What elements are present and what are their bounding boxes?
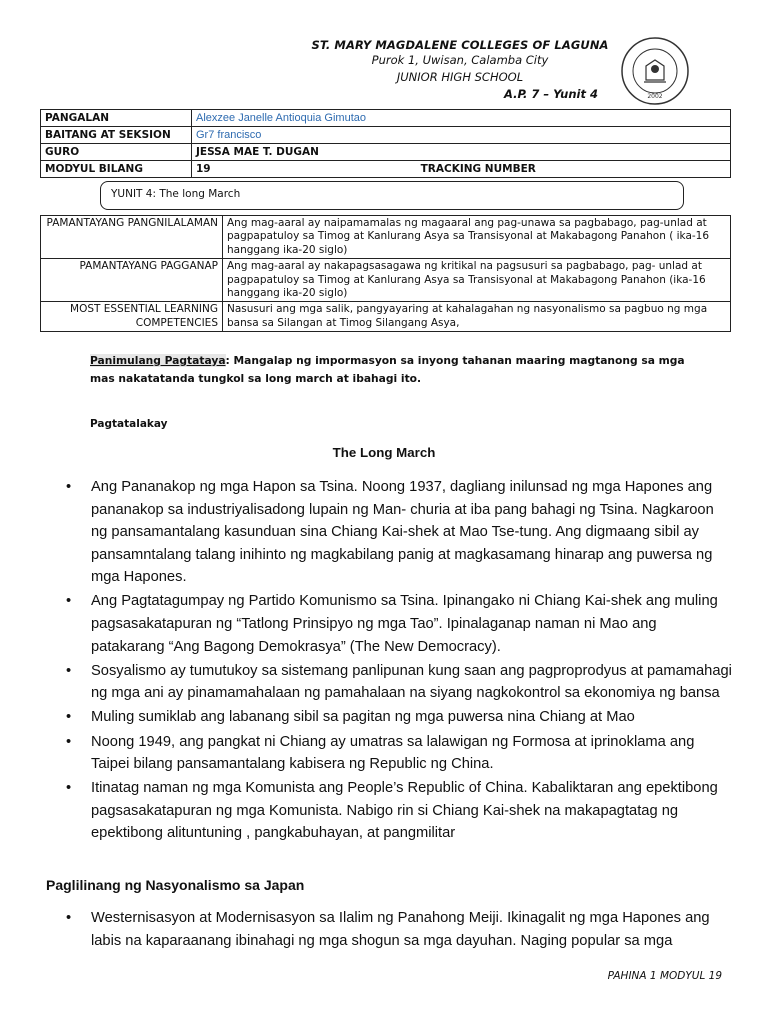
performance-standard-text: Ang mag-aaral ay nakapagsasagawa ng kritikal na pagsusuri sa pagbabago, pag- unlad at pagpapatuloy sa Timog at Kanlurang Asya sa Transisyonal at Makabagong Panahon (ika-16 hanggang ika-20 siglo)	[223, 259, 731, 302]
grade-section-label: BAITANG AT SEKSION	[41, 127, 192, 144]
list-item: • Noong 1949, ang pangkat ni Chiang ay umatras sa lalawigan ng Formosa at iprinoklama ang Taipei bilang pansamantalang kabisera ng Republic ng China.	[44, 731, 734, 776]
performance-standard-label: PAMANTAYANG PAGGANAP	[41, 259, 223, 302]
content-standard-label: PAMANTAYANG PANGNILALAMAN	[41, 216, 223, 259]
module-number: 19	[196, 163, 211, 175]
teacher-value: JESSA MAE T. DUGAN	[192, 144, 731, 161]
initial-assessment-label: Panimulang Pagtataya	[90, 354, 226, 367]
lesson-bullets	[44, 476, 734, 847]
content-standard-text: Ang mag-aaral ay naipamamalas ng magaaral ang pag-unawa sa pagbabago, pag-unlad at pagpapatuloy sa Timog at Kanlurang Asya sa Transisyonal at Makabagong Panahon ( ika-16 hanggang ika-20 siglo)	[223, 216, 731, 259]
grade-section-value[interactable]: Gr7 francisco	[192, 127, 731, 144]
school-address: Purok 1, Uwisan, Calamba City	[371, 53, 549, 67]
japan-bullets	[44, 907, 734, 954]
seal-year: 2002	[647, 93, 663, 100]
student-info-table	[40, 109, 731, 178]
tracking-label: TRACKING NUMBER	[420, 163, 536, 175]
initial-assessment-text: : Mangalap ng impormasyon sa inyong tahanan maaring magtanong sa mga mas nakatatanda tungkol sa long march at ibahagi ito.	[90, 354, 685, 385]
school-level: JUNIOR HIGH SCHOOL	[396, 70, 524, 84]
school-name: ST. MARY MAGDALENE COLLEGES OF LAGUNA	[311, 38, 609, 52]
teacher-label: GURO	[41, 144, 192, 161]
list-item: • Itinatag naman ng mga Komunista ang People’s Republic of China. Kabaliktaran ang epektibong pagsasakatapuran ng mga Komunista. Nabigo rin si Chiang Kai-shek na makapagtatag ng epektibong alituntuning , pangkabuhayan, at pangmilitar	[44, 777, 734, 845]
school-header	[300, 38, 620, 103]
initial-assessment	[90, 352, 700, 388]
list-item: • Sosyalismo ay tumutukoy sa sistemang panlipunan kung saan ang pagproprodyus at pamamahagi ng mga ani ay pinamamahalaan ng pamahalaan na siyang nagkokontrol sa ekonomiya ng bansa	[44, 660, 734, 705]
unit-title-box: YUNIT 4: The long March	[100, 181, 684, 210]
section-heading-japan: Paglilinang ng Nasyonalismo sa Japan	[46, 877, 305, 893]
name-value[interactable]: Alexzee Janelle Antioquia Gimutao	[192, 110, 731, 127]
melc-label: MOST ESSENTIAL LEARNING COMPETENCIES	[41, 302, 223, 332]
standards-table	[40, 215, 731, 332]
name-label: PANGALAN	[41, 110, 192, 127]
module-row	[192, 161, 731, 178]
list-item: • Muling sumiklab ang labanang sibil sa pagitan ng mga puwersa nina Chiang at Mao	[44, 706, 734, 729]
melc-text: Nasusuri ang mga salik, pangyayaring at kahalagahan ng nasyonalismo sa pagbuo ng mga bansa sa Silangan at Timog Silangang Asya,	[223, 302, 731, 332]
school-seal-icon	[620, 36, 690, 106]
list-item: • Westernisasyon at Modernisasyon sa Ilalim ng Panahong Meiji. Ikinagalit ng mga Hapones ang labis na kaparaanang ibinahagi ng mga shogun sa mga dayuhan. Naging popular sa mga	[44, 907, 734, 952]
discussion-heading: Pagtatalakay	[90, 418, 168, 430]
subject-unit: A.P. 7 – Yunit 4	[504, 87, 598, 101]
list-item: • Ang Pagtatagumpay ng Partido Komunismo sa Tsina. Ipinangako ni Chiang Kai-shek ang muling pagsasakatapuran ng “Tatlong Prinsipyo ng mga Tao”. Ipinalaganap naman ni Mao ang patakarang “Ang Bagong Demokrasya” (The New Democracy).	[44, 590, 734, 658]
lesson-title: The Long March	[332, 445, 436, 460]
list-item: • Ang Pananakop ng mga Hapon sa Tsina. Noong 1937, dagliang inilunsad ng mga Hapones ang pananakop sa industriyalisadong lupain ng Man- churia at iba pang bahagi ng Tsina. Nagkaroon ng pansamantalang kasunduan sina Chiang Kai-shek at Mao Tse-tung. Ang digmaang sibil ay pansamntalang talang inihinto ng magkabilang panig at magkasamang hinarap ang puwersa ng mga Hapones.	[44, 476, 734, 589]
module-label: MODYUL BILANG	[41, 161, 192, 178]
page-footer: PAHINA 1 MODYUL 19	[607, 970, 722, 982]
